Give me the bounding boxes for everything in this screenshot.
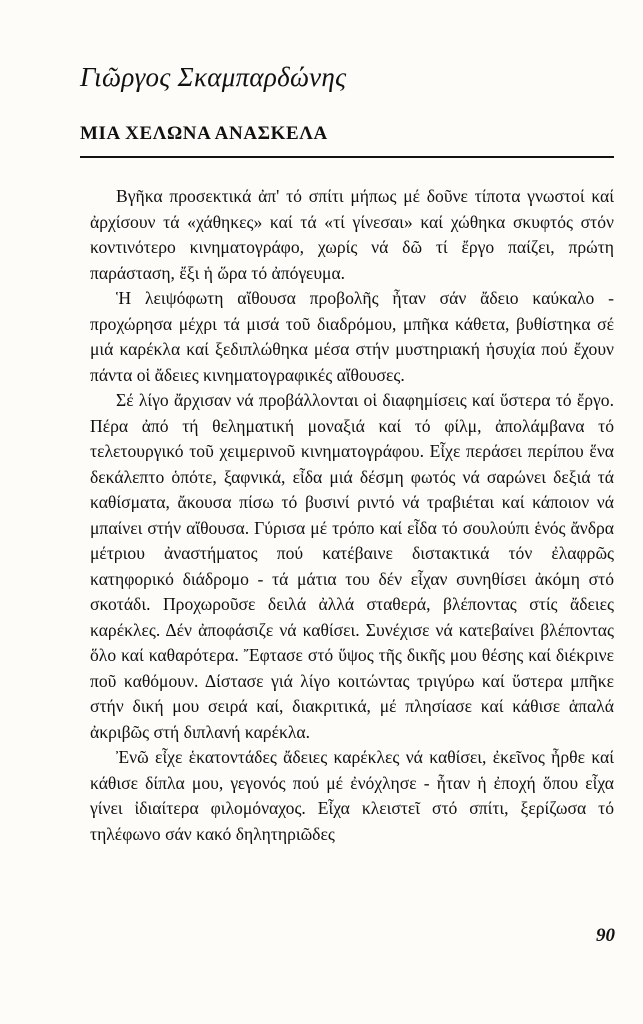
story-body (90, 184, 614, 847)
paragraph: Σέ λίγο ἄρχισαν νά προβάλλονται οἱ διαφημίσεις καί ὕστερα τό ἔργο. Πέρα ἀπό τή θεληματική μοναξιά καί τό φίλμ, ἀπολάμβανα τό τελετουργικό τοῦ χειμερινοῦ κινηματογράφου. Εἶχε περάσει περίπου ἕνα δεκάλεπτο ὁπότε, ξαφνικά, εἶδα μιά δέσμη φωτός νά σαρώνει δεξιά τά καθίσματα, ἄκουσα πίσω τό βυσινί ριντό νά τραβιέται καί κάποιον νά μπαίνει στήν αἴθουσα. Γύρισα μέ τρόπο καί εἶδα τό σουλούπι ἑνός ἄνδρα μέτριου ἀναστήματος πού κατέβαινε διστακτικά τόν ἐλαφρῶς κατηφορικό διάδρομο - τά μάτια του δέν εἶχαν συνηθίσει ἀκόμη στό σκοτάδι. Προχωροῦσε δειλά ἀλλά σταθερά, βλέποντας στίς ἄδειες καρέκλες. Δέν ἀποφάσιζε νά καθίσει. Συνέχισε νά κατεβαίνει βλέποντας ὅλο καί καθαρότερα. Ἔφτασε στό ὕψος τῆς δικῆς μου θέσης καί διέκρινε ποῦ καθόμουν. Δίστασε γιά λίγο κοιτώντας τριγύρω καί ὕστερα μπῆκε στήν δική μου σειρά καί, διακριτικά, μέ πλησίασε καί κάθισε ἁπαλά ἀκριβῶς στή διπλανή καρέκλα. (90, 390, 614, 742)
paragraph: Ἡ λειψόφωτη αἴθουσα προβολῆς ἦταν σάν ἄδειο καύκαλο - προχώρησα μέχρι τά μισά τοῦ διαδρόμου, μπῆκα κάθετα, βυθίστηκα σέ μιά καρέκλα καί ξεδιπλώθηκα μέσα στήν μυστηριακή ἡσυχία πού ἔχουν πάντα οἱ ἄδειες κινηματογραφικές αἴθουσες. (90, 288, 614, 385)
author-name: Γιῶργος Σκαμπαρδώνης (80, 62, 347, 92)
title-rule (80, 156, 614, 158)
paragraph: Βγῆκα προσεκτικά ἀπ' τό σπίτι μήπως μέ δοῦνε τίποτα γνωστοί καί ἀρχίσουν τά «χάθηκες» καί τά «τί γίνεσαι» καί χώθηκα σκυφτός στόν κοντινότερο κινηματογράφο, χωρίς νά δῶ τί ἔργο παίζει, πρώτη παράσταση, ἔξι ἡ ὥρα τό ἀπόγευμα. (90, 186, 614, 283)
story-title: ΜΙΑ ΧΕΛΩΝΑ ΑΝΑΣΚΕΛΑ (80, 123, 328, 144)
page-number: 90 (596, 925, 615, 946)
paragraph: Ἐνῶ εἶχε ἑκατοντάδες ἄδειες καρέκλες νά καθίσει, ἐκεῖνος ἦρθε καί κάθισε δίπλα μου, γεγονός πού μέ ἐνόχλησε - ἦταν ἡ ἐποχή ὅπου εἶχα γίνει ἰδιαίτερα φιλομόναχος. Εἶχα κλειστεῖ στό σπίτι, ξερίζωσα τό τηλέφωνο σάν κακό δηλητηριῶδες (90, 747, 614, 844)
